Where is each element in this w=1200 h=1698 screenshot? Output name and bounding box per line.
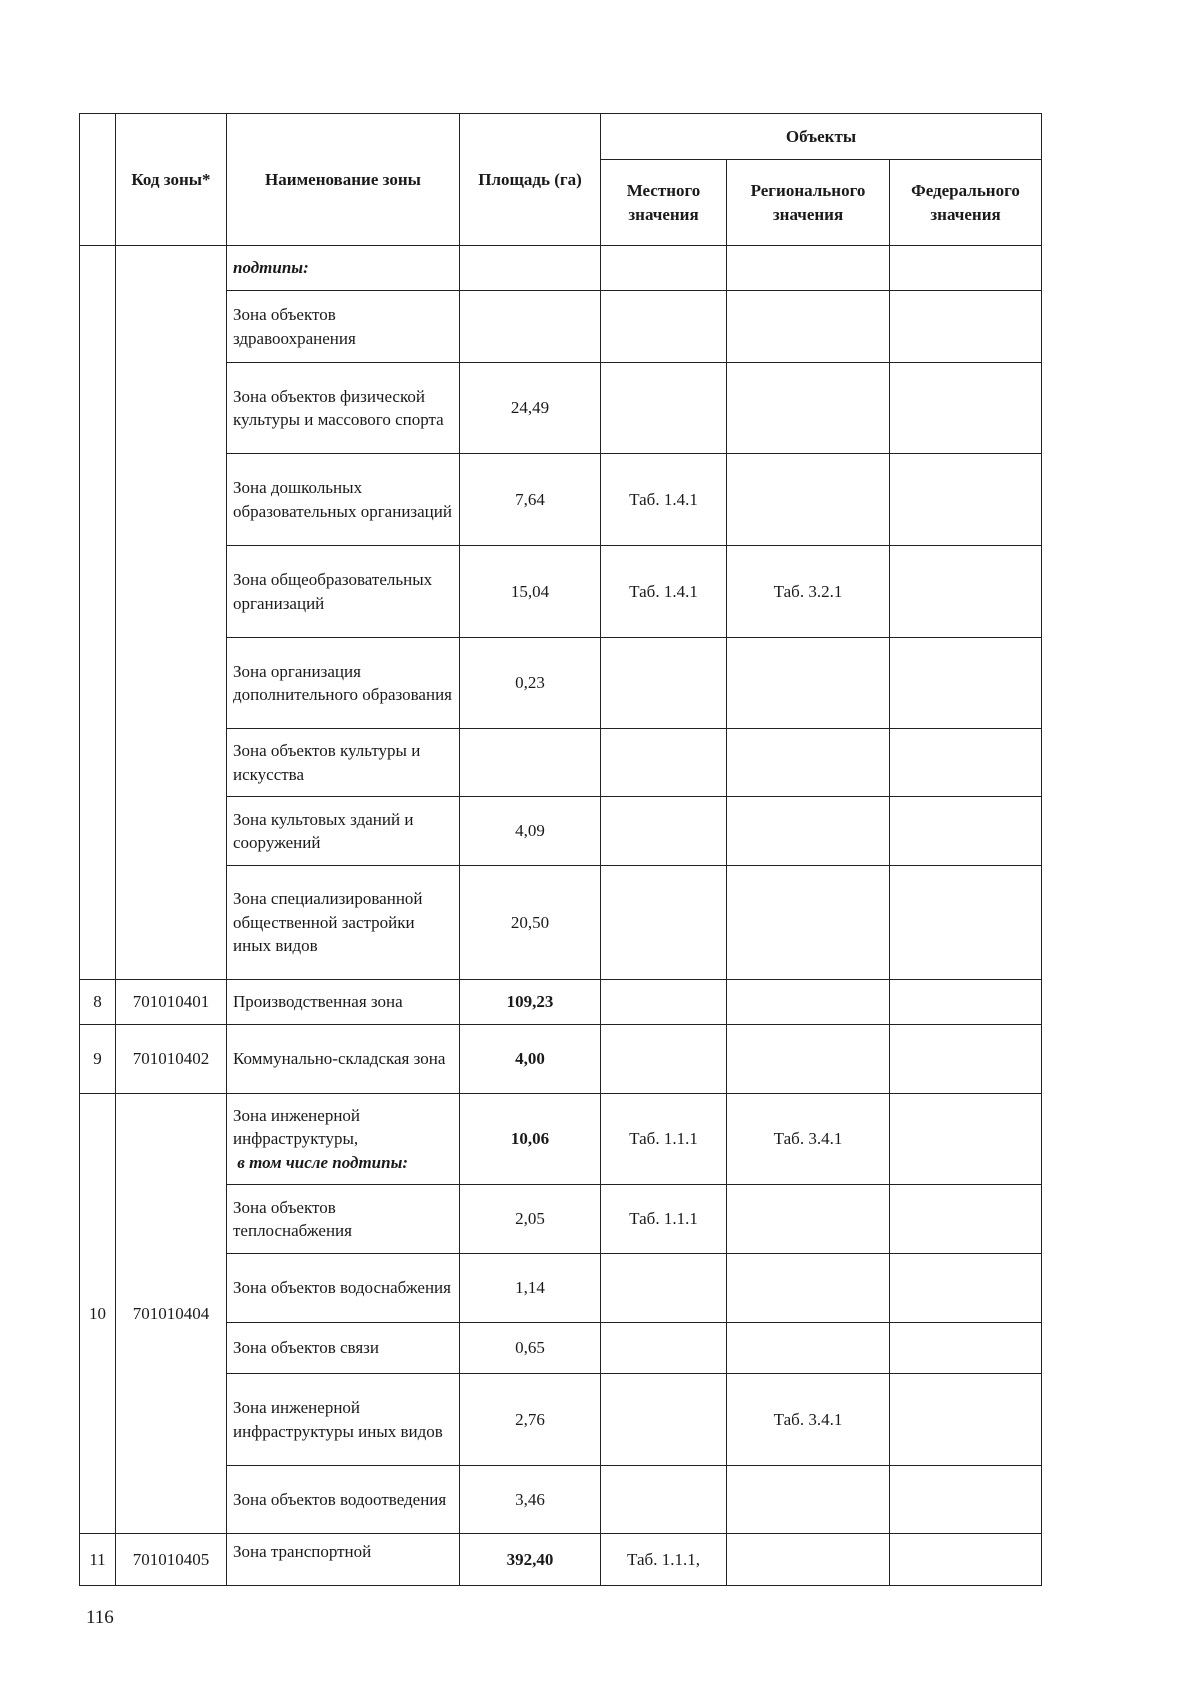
zone-name: Коммунально-складская зона xyxy=(227,1025,460,1094)
zone-name: Зона объектов здравоохранения xyxy=(227,291,460,363)
table-row xyxy=(80,1025,1042,1094)
zone-name: Зона общеобразовательных организаций xyxy=(227,546,460,638)
zone-name: Зона объектов водоотведения xyxy=(227,1466,460,1534)
zone-local xyxy=(601,866,727,980)
zone-federal xyxy=(890,1374,1042,1466)
zone-local xyxy=(601,797,727,866)
zone-local xyxy=(601,363,727,454)
zone-regional xyxy=(727,1323,890,1374)
zone-federal xyxy=(890,363,1042,454)
zone-regional: Таб. 3.2.1 xyxy=(727,546,890,638)
header-name: Наименование зоны xyxy=(227,114,460,246)
zone-regional: Таб. 3.4.1 xyxy=(727,1094,890,1185)
zone-name: подтипы: xyxy=(227,246,460,291)
zone-code: 701010405 xyxy=(116,1534,227,1586)
zone-name: Зона инженерной инфраструктуры иных видов xyxy=(227,1374,460,1466)
zone-area: 24,49 xyxy=(460,363,601,454)
zone-federal xyxy=(890,546,1042,638)
zone-area: 20,50 xyxy=(460,866,601,980)
zone-federal xyxy=(890,1534,1042,1586)
header-federal: Федерального значения xyxy=(890,160,1042,246)
zone-local xyxy=(601,1466,727,1534)
row-num: 10 xyxy=(80,1094,116,1534)
zone-federal xyxy=(890,797,1042,866)
zone-local xyxy=(601,729,727,797)
zone-area: 2,05 xyxy=(460,1185,601,1254)
table-row xyxy=(80,1534,1042,1586)
zone-name: Зона транспортной xyxy=(227,1534,460,1586)
zone-name: Зона объектов культуры и искусства xyxy=(227,729,460,797)
zone-area: 7,64 xyxy=(460,454,601,546)
zone-area: 0,65 xyxy=(460,1323,601,1374)
page-number: 116 xyxy=(86,1607,114,1628)
zone-regional xyxy=(727,246,890,291)
zone-name: Зона объектов физической культуры и массового спорта xyxy=(227,363,460,454)
zone-federal xyxy=(890,1254,1042,1323)
zone-name: Зона дошкольных образовательных организаций xyxy=(227,454,460,546)
zone-local xyxy=(601,246,727,291)
zone-regional xyxy=(727,454,890,546)
zone-area xyxy=(460,729,601,797)
zone-area xyxy=(460,291,601,363)
row-code-cell xyxy=(116,246,227,980)
zone-regional xyxy=(727,1466,890,1534)
zone-federal xyxy=(890,291,1042,363)
zone-regional xyxy=(727,291,890,363)
header-code: Код зоны* xyxy=(116,114,227,246)
zone-local xyxy=(601,1025,727,1094)
zone-regional xyxy=(727,1534,890,1586)
zone-name: Зона организация дополнительного образования xyxy=(227,638,460,729)
zone-name-main: Зона инженерной инфраструктуры, xyxy=(233,1105,361,1149)
zone-area: 109,23 xyxy=(460,980,601,1025)
zone-federal xyxy=(890,866,1042,980)
zone-code: 701010404 xyxy=(116,1094,227,1534)
zone-code: 701010401 xyxy=(116,980,227,1025)
zone-federal xyxy=(890,1025,1042,1094)
zone-local: Таб. 1.1.1 xyxy=(601,1185,727,1254)
zone-name: Зона объектов теплоснабжения xyxy=(227,1185,460,1254)
zone-federal xyxy=(890,1185,1042,1254)
header-regional: Регионального значения xyxy=(727,160,890,246)
zone-name: Зона специализированной общественной застройки иных видов xyxy=(227,866,460,980)
zone-regional xyxy=(727,797,890,866)
zone-regional xyxy=(727,1025,890,1094)
zone-code: 701010402 xyxy=(116,1025,227,1094)
zones-table xyxy=(79,113,1042,1586)
zone-federal xyxy=(890,980,1042,1025)
zone-federal xyxy=(890,454,1042,546)
zone-area: 2,76 xyxy=(460,1374,601,1466)
zone-name: Зона объектов водоснабжения xyxy=(227,1254,460,1323)
zone-area: 3,46 xyxy=(460,1466,601,1534)
zone-local xyxy=(601,1374,727,1466)
zone-federal xyxy=(890,638,1042,729)
header-area: Площадь (га) xyxy=(460,114,601,246)
zone-local: Таб. 1.4.1 xyxy=(601,546,727,638)
row-num-cell xyxy=(80,246,116,980)
zone-area: 392,40 xyxy=(460,1534,601,1586)
row-num: 8 xyxy=(80,980,116,1025)
row-num: 11 xyxy=(80,1534,116,1586)
header-objects: Объекты xyxy=(601,114,1042,160)
table-row xyxy=(80,246,1042,291)
table-row xyxy=(80,980,1042,1025)
zone-local: Таб. 1.4.1 xyxy=(601,454,727,546)
zone-regional xyxy=(727,638,890,729)
zone-federal xyxy=(890,1323,1042,1374)
zone-area: 4,00 xyxy=(460,1025,601,1094)
header-row xyxy=(80,114,1042,160)
zone-name-subtypes: в том числе подтипы: xyxy=(237,1152,409,1172)
zone-local xyxy=(601,1323,727,1374)
zone-regional xyxy=(727,729,890,797)
zone-name: Зона объектов связи xyxy=(227,1323,460,1374)
zone-federal xyxy=(890,729,1042,797)
zone-regional xyxy=(727,1254,890,1323)
zone-regional: Таб. 3.4.1 xyxy=(727,1374,890,1466)
zone-federal xyxy=(890,246,1042,291)
zone-area: 1,14 xyxy=(460,1254,601,1323)
zone-local xyxy=(601,638,727,729)
zone-local xyxy=(601,291,727,363)
zone-local xyxy=(601,1254,727,1323)
zone-area: 0,23 xyxy=(460,638,601,729)
zone-local xyxy=(601,980,727,1025)
zone-name xyxy=(227,1094,460,1185)
zone-federal xyxy=(890,1466,1042,1534)
header-num xyxy=(80,114,116,246)
zone-regional xyxy=(727,980,890,1025)
zone-federal xyxy=(890,1094,1042,1185)
zone-area: 15,04 xyxy=(460,546,601,638)
zone-regional xyxy=(727,363,890,454)
zone-regional xyxy=(727,1185,890,1254)
table-row xyxy=(80,1094,1042,1185)
zone-name: Зона культовых зданий и сооружений xyxy=(227,797,460,866)
zone-name: Производственная зона xyxy=(227,980,460,1025)
zone-local: Таб. 1.1.1, xyxy=(601,1534,727,1586)
zone-area xyxy=(460,246,601,291)
zone-area: 4,09 xyxy=(460,797,601,866)
row-num: 9 xyxy=(80,1025,116,1094)
zone-area: 10,06 xyxy=(460,1094,601,1185)
header-local: Местного значения xyxy=(601,160,727,246)
zone-local: Таб. 1.1.1 xyxy=(601,1094,727,1185)
zone-regional xyxy=(727,866,890,980)
